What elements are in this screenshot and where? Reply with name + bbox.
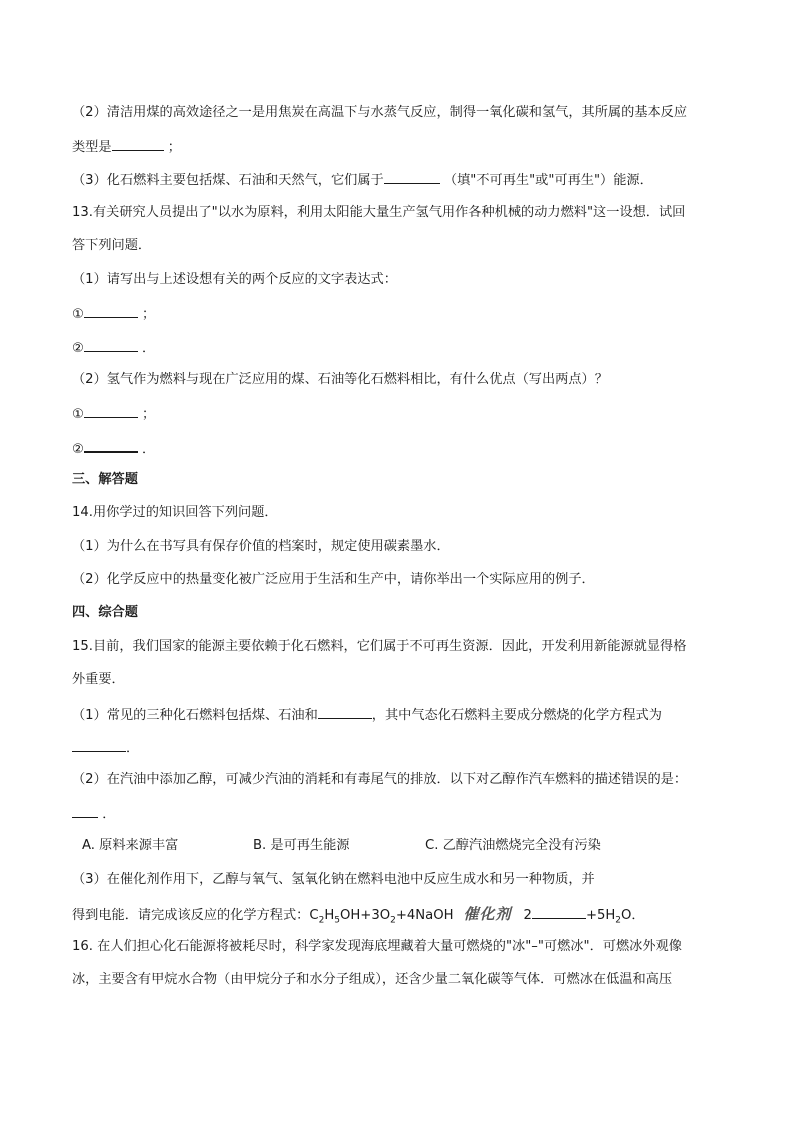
q13-stem-line1: 13.有关研究人员提出了"以水为原料，利用太阳能大量生产氢气用作各种机械的动力燃料"这一设想．试回 bbox=[72, 205, 686, 220]
answer-blank[interactable] bbox=[532, 904, 586, 919]
option-b[interactable]: B. 是可再生能源 bbox=[253, 838, 350, 853]
q15-part3-line1: （3）在催化剂作用下，乙醇与氧气、氢氧化钠在燃料电池中反应生成水和另一种物质，并 bbox=[72, 872, 595, 887]
q13-blank1: ① ； bbox=[72, 303, 732, 325]
catalyst-label: 催化剂 bbox=[463, 905, 512, 923]
q15-part1-line2: ． bbox=[72, 737, 732, 759]
q16-line1: 16. 在人们担心化石能源将被耗尽时，科学家发现海底埋藏着大量可燃烧的"冰"–"可燃冰"．可燃冰外观像 bbox=[72, 939, 682, 954]
q13-blank2: ② ． bbox=[72, 337, 732, 359]
answer-blank[interactable] bbox=[84, 437, 138, 453]
option-a[interactable]: A. 原料来源丰富 bbox=[82, 838, 179, 853]
q13-blank3: ① ； bbox=[72, 403, 732, 425]
answer-blank[interactable] bbox=[84, 403, 138, 418]
answer-blank[interactable] bbox=[72, 737, 126, 752]
section-heading-3: 三、解答题 bbox=[72, 472, 138, 487]
q15-part2-line1: （2）在汽油中添加乙醇，可减少汽油的消耗和有毒尾气的排放．以下对乙醇作汽车燃料的描述错误的是： bbox=[72, 772, 688, 787]
q14-stem: 14.用你学过的知识回答下列问题． bbox=[72, 505, 278, 520]
answer-blank[interactable] bbox=[112, 136, 164, 151]
option-c[interactable]: C. 乙醇汽油燃烧完全没有污染 bbox=[425, 838, 601, 853]
q13-blank4: ② ． bbox=[72, 437, 732, 460]
q13-part1: （1）请写出与上述设想有关的两个反应的文字表达式： bbox=[72, 272, 397, 287]
answer-blank[interactable] bbox=[318, 704, 372, 719]
q13-stem-line2: 答下列问题． bbox=[72, 238, 152, 253]
answer-blank[interactable] bbox=[384, 169, 440, 184]
answer-blank[interactable] bbox=[72, 803, 98, 818]
q12-part2-line1: （2）清洁用煤的高效途径之一是用焦炭在高温下与水蒸气反应，制得一氧化碳和氢气，其所属的基本反应 bbox=[72, 105, 688, 120]
answer-blank[interactable] bbox=[84, 337, 138, 352]
section-heading-4: 四、综合题 bbox=[72, 605, 138, 620]
q15-part1-line1: （1）常见的三种化石燃料包括煤、石油和 ，其中气态化石燃料主要成分燃烧的化学方程式为 bbox=[72, 704, 732, 726]
q13-part2: （2）氢气作为燃料与现在广泛应用的煤、石油等化石燃料相比，有什么优点（写出两点）？ bbox=[72, 372, 608, 387]
q15-part2-line2: ． bbox=[72, 803, 732, 825]
q15-part3-line2: 得到电能．请完成该反应的化学方程式：$C_2H_5OH+3O_2+4NaOH$ 催化剂 $2 +5H_2O$． bbox=[72, 905, 645, 926]
q15-stem-line2: 外重要． bbox=[72, 672, 125, 687]
q14-part1: （1）为什么在书写具有保存价值的档案时，规定使用碳素墨水． bbox=[72, 539, 450, 554]
chemical-equation: $C_2H_5OH+3O_2+4NaOH$ 催化剂 $2 +5H_2O$． bbox=[309, 905, 645, 926]
q12-part2-line2: 类型是 ； bbox=[72, 136, 732, 158]
q12-part3: （3）化石燃料主要包括煤、石油和天然气，它们属于 （填"不可再生"或"可再生"）能源． bbox=[72, 169, 732, 191]
q14-part2: （2）化学反应中的热量变化被广泛应用于生活和生产中，请你举出一个实际应用的例子． bbox=[72, 572, 595, 587]
answer-blank[interactable] bbox=[84, 303, 138, 318]
q15-options bbox=[82, 836, 742, 858]
q15-stem-line1: 15.目前，我们国家的能源主要依赖于化石燃料，它们属于不可再生资源．因此，开发利用新能源就显得格 bbox=[72, 639, 687, 654]
q16-line2: 冰，主要含有甲烷水合物（由甲烷分子和水分子组成），还含少量二氧化碳等气体．可燃冰在低温和高压 bbox=[72, 972, 673, 987]
